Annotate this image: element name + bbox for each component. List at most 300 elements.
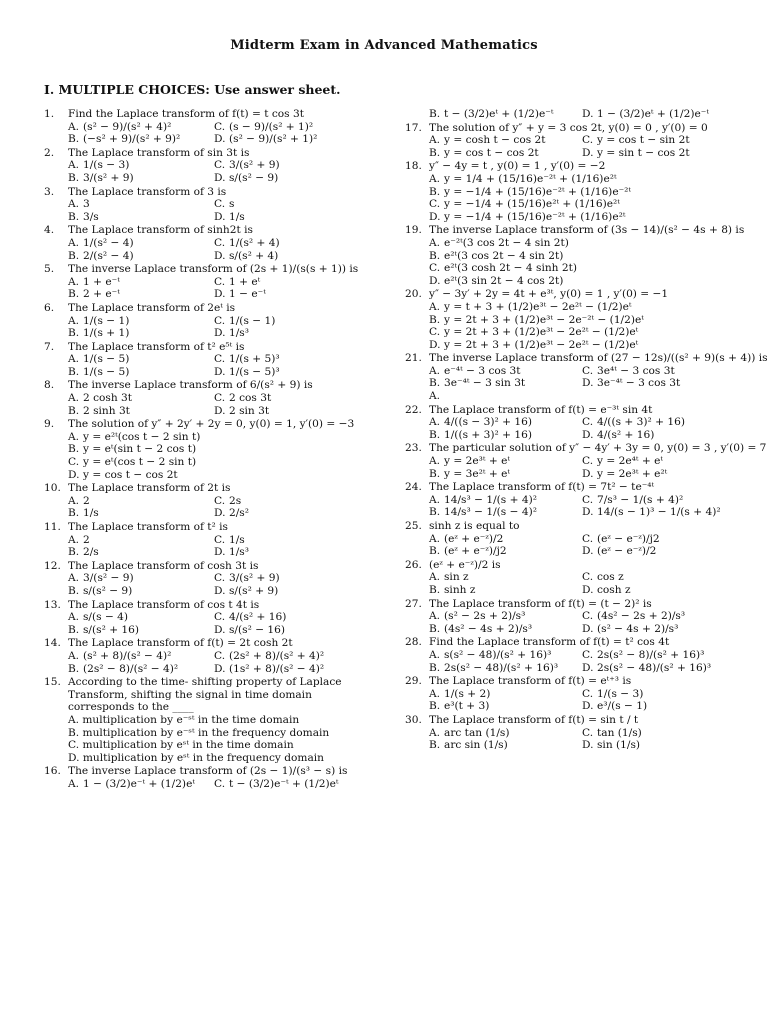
answer-option[interactable] [582,623,735,636]
option-text: e²ᵗ(3 cosh 2t − 4 sinh 2t) [444,262,577,275]
option-text: 2 cos 3t [229,392,272,405]
answer-options [44,534,360,559]
option-text: 1 + e⁻ᵗ [83,275,120,288]
answer-option[interactable] [429,610,582,623]
answer-option[interactable] [214,172,360,185]
question-stem: Find the Laplace transform of f(t) = t cos 3t [68,108,304,120]
option-letter: D. [214,584,226,597]
question [44,765,360,790]
answer-option[interactable] [68,211,214,224]
option-letter: B. [429,313,441,326]
option-letter: A. [68,777,80,790]
answer-option[interactable] [68,507,214,520]
answer-option[interactable] [582,377,735,390]
answer-option[interactable] [429,250,735,263]
answer-option[interactable] [429,468,582,481]
answer-option[interactable] [214,650,360,663]
option-text: y = 2e⁴ᵗ + eᵗ [597,455,663,468]
option-text: s/(s − 4) [83,611,129,624]
option-text: 2 sinh 3t [83,404,130,417]
answer-option[interactable] [429,301,735,314]
answer-option[interactable] [214,159,360,172]
answer-option[interactable] [429,739,582,752]
option-letter: D. [214,171,226,184]
answer-option[interactable] [582,700,735,713]
option-text: y = t + 3 + (1/2)e³ᵗ − 2e²ᵗ − (1/2)eᵗ [444,300,632,313]
option-letter: C. [429,262,441,275]
answer-option[interactable] [68,405,214,418]
answer-options [405,649,735,674]
answer-option[interactable] [214,353,360,366]
option-letter: A. [68,430,80,443]
option-letter: C. [214,198,226,211]
option-letter: B. [68,327,80,340]
option-text: 1/(s² − 4) [83,236,134,249]
option-text: sin z [444,571,469,584]
option-letter: C. [429,198,441,211]
answer-option[interactable] [68,392,214,405]
answer-option[interactable] [68,237,214,250]
option-letter: B. [68,623,80,636]
option-text: 3/(s² − 9) [83,572,134,585]
option-text: y = 1/4 + (15/16)e⁻²ᵗ + (1/16)e²ᵗ [444,172,617,185]
answer-options [405,533,735,558]
question-stem: The inverse Laplace transform of (3s − 14)/(s² − 4s + 8) is [429,224,745,237]
answer-option[interactable] [68,133,214,146]
answer-option[interactable] [582,108,735,121]
answer-option[interactable] [582,584,735,597]
answer-option[interactable] [582,662,735,675]
question-stem: (eᶻ + e⁻ᶻ)/2 is [429,558,501,571]
answer-option[interactable] [68,650,214,663]
answer-option[interactable] [429,108,582,121]
option-text: 1/(s − 5) [83,353,130,366]
answer-option[interactable] [68,159,214,172]
question-stem: The Laplace transform of 2t is [68,482,231,495]
answer-option[interactable] [68,198,214,211]
answer-option[interactable] [429,571,582,584]
answer-options [44,572,360,597]
answer-option[interactable] [429,533,582,546]
answer-options [405,610,735,635]
answer-option[interactable] [582,533,735,546]
answer-option[interactable] [68,727,360,740]
question-stem: Find the Laplace transform of f(t) = t² cos 4t [429,636,670,649]
answer-option[interactable] [68,366,214,379]
answer-option[interactable] [582,365,735,378]
option-text: (s² − 9)/(s² + 1)² [229,133,318,146]
option-text: y = 2e³ᵗ + e²ᵗ [597,467,668,480]
answer-option[interactable] [429,455,582,468]
question [44,676,360,764]
answer-options [44,276,360,301]
answer-option[interactable] [429,365,582,378]
option-letter: B. [68,507,80,520]
answer-option[interactable] [429,727,582,740]
answer-option[interactable] [68,534,214,547]
answer-option[interactable] [429,662,582,675]
answer-option[interactable] [429,429,582,442]
option-letter: A. [429,532,441,545]
question-stem: According to the time- shifting property of Laplace Transform, shifting the signal in time domain corresponds to the ____ [68,676,342,714]
right-column [405,108,768,753]
answer-option[interactable] [68,546,214,559]
answer-option[interactable] [214,585,360,598]
answer-options [44,121,360,146]
option-letter: C. [582,687,594,700]
option-text: 4/((s − 3)² + 16) [444,416,532,429]
answer-option[interactable] [68,739,360,752]
answer-option[interactable] [429,506,582,519]
option-text: cos z [597,571,624,584]
option-letter: D. [214,623,226,636]
option-letter: A. [68,120,80,133]
question [405,559,735,597]
answer-option[interactable] [68,431,360,444]
question-number: 29. [405,675,422,688]
answer-option[interactable] [429,237,735,250]
option-letter: B. [429,506,441,519]
answer-option[interactable] [214,663,360,676]
option-letter: C. [214,120,226,133]
answer-option[interactable] [68,172,214,185]
question-stem: The inverse Laplace transform of 6/(s² + 9) is [68,379,313,392]
answer-option[interactable] [429,494,582,507]
answer-option[interactable] [582,739,735,752]
option-letter: C. [214,236,226,249]
option-letter: B. [429,583,441,596]
answer-option[interactable] [582,455,735,468]
option-letter: D. [214,507,226,520]
question [44,379,360,417]
option-text: 4/(s² + 16) [229,611,287,624]
option-letter: D. [582,146,594,159]
option-text: 2 sin 3t [229,404,270,417]
answer-option[interactable] [214,611,360,624]
answer-option[interactable] [429,262,735,275]
option-text: e⁻⁴ᵗ − 3 cos 3t [444,364,521,377]
question [44,263,360,301]
answer-option[interactable] [582,545,735,558]
answer-options [405,571,735,596]
answer-options [44,650,360,675]
option-text: 1/(s − 3) [83,159,130,172]
option-letter: A. [429,300,441,313]
option-letter: C. [214,353,226,366]
option-text: cosh z [597,583,631,596]
option-text: y = −1/4 + (15/16)e⁻²ᵗ + (1/16)e⁻²ᵗ [444,185,632,198]
option-text: 3e⁴ᵗ − 3 cos 3t [597,364,675,377]
question-number: 10. [44,482,61,495]
option-text: 2 + e⁻ᵗ [83,288,120,301]
question [405,108,735,121]
answer-option[interactable] [214,778,360,791]
question [405,288,735,351]
answer-option[interactable] [429,326,735,339]
answer-option[interactable] [68,353,214,366]
option-text: 1/(s − 5) [83,365,130,378]
option-text: 1/s³ [229,546,249,559]
option-letter: B. [429,739,441,752]
question [405,598,735,636]
option-letter: A. [429,687,441,700]
answer-option[interactable] [68,456,360,469]
option-text: (2s² − 8)/(s² − 4)² [83,662,179,675]
option-letter: B. [429,622,441,635]
option-letter: C. [582,416,594,429]
answer-options [405,365,735,403]
option-letter: A. [68,353,80,366]
answer-option[interactable] [214,546,360,559]
option-letter: D. [429,210,441,223]
question [405,636,735,674]
option-text: 3/(s² + 9) [229,159,280,172]
option-letter: A. [429,726,441,739]
question-number: 23. [405,442,422,455]
option-letter: B. [68,404,80,417]
option-letter: C. [582,455,594,468]
option-text: 1/(s + 5)³ [229,353,280,366]
answer-option[interactable] [214,133,360,146]
answer-option[interactable] [582,134,735,147]
option-letter: D. [582,661,594,674]
answer-option[interactable] [214,495,360,508]
answer-option[interactable] [68,469,360,482]
option-text: A. multiplication by e⁻ˢᵗ in the time domain [68,713,300,726]
answer-options [405,416,735,441]
answer-option[interactable] [582,429,735,442]
option-text: 1/(s − 1) [229,314,276,327]
option-text: t − (3/2)eᵗ + (1/2)e⁻ᵗ [444,108,554,120]
option-letter: C. [582,726,594,739]
option-text: y = sin t − cos 2t [597,146,690,159]
question [405,675,735,713]
answer-option[interactable] [214,507,360,520]
option-letter: B. [429,700,441,713]
answer-option[interactable] [429,649,582,662]
question-number: 14. [44,637,61,650]
option-letter: B. [68,584,80,597]
answer-option[interactable] [582,649,735,662]
answer-option[interactable] [429,377,582,390]
answer-option[interactable] [68,752,360,765]
answer-option[interactable] [214,366,360,379]
question-stem: sinh z is equal to [429,520,520,532]
answer-option[interactable] [582,727,735,740]
option-letter: A. [429,134,441,147]
answer-option[interactable] [429,134,582,147]
answer-option[interactable] [68,624,214,637]
option-text: (s² − 2s + 2)/s³ [444,610,526,623]
question-number: 12. [44,559,61,572]
question [44,341,360,379]
answer-option[interactable] [68,495,214,508]
question-stem: The solution of y″ + 2y′ + 2y = 0, y(0) = 1, y′(0) = −3 [68,418,355,431]
answer-option[interactable] [429,314,735,327]
answer-option[interactable] [582,147,735,160]
answer-option[interactable] [429,700,582,713]
question-number: 28. [405,636,422,649]
answer-option[interactable] [214,405,360,418]
answer-option[interactable] [429,198,735,211]
answer-option[interactable] [214,392,360,405]
answer-option[interactable] [429,275,735,288]
option-text: D. multiplication by eˢᵗ in the frequency domain [68,751,324,764]
answer-option[interactable] [429,416,582,429]
answer-option[interactable] [214,276,360,289]
option-text: C. multiplication by eˢᵗ in the time domain [68,739,294,752]
answer-option[interactable] [582,688,735,701]
answer-option[interactable] [429,688,582,701]
answer-option[interactable] [68,714,360,727]
question-stem: The particular solution of y″ − 4y′ + 3y = 0, y(0) = 3 , y′(0) = 7 [429,442,767,455]
question-number: 21. [405,352,422,365]
answer-option[interactable] [214,250,360,263]
option-letter: A. [68,198,80,211]
option-text: e³(t + 3) [444,700,490,713]
option-letter: C. [582,493,594,506]
answer-option[interactable] [429,211,735,224]
answer-options [405,173,735,223]
option-text: 14/(s − 1)³ − 1/(s + 4)² [597,506,721,519]
option-letter: A. [68,314,80,327]
answer-option[interactable] [68,121,214,134]
option-letter: A. [68,159,80,172]
option-text: y = 2t + 3 + (1/2)e³ᵗ − 2e⁻²ᵗ − (1/2)eᵗ [444,313,644,326]
answer-option[interactable] [68,443,360,456]
option-text: 1/(s + 1) [83,327,130,340]
option-letter: C. [582,532,594,545]
answer-option[interactable] [429,339,735,352]
option-letter: D. [582,377,594,390]
question-number: 16. [44,765,61,778]
option-letter: B. [68,210,80,223]
option-text: 2/(s² − 4) [83,249,134,262]
answer-option[interactable] [68,585,214,598]
question-number: 7. [44,340,55,353]
answer-option[interactable] [214,624,360,637]
answer-option[interactable] [68,327,214,340]
answer-option[interactable] [214,237,360,250]
answer-option[interactable] [68,288,214,301]
option-text: 3/s [83,210,99,223]
question-number: 3. [44,185,55,198]
question-number: 6. [44,301,55,314]
answer-option[interactable] [214,288,360,301]
answer-option[interactable] [214,211,360,224]
question-number: 4. [44,224,55,237]
option-letter: D. [429,338,441,351]
option-letter: B. [429,185,441,198]
option-letter: C. [214,392,226,405]
option-letter: D. [214,210,226,223]
option-text: 4/((s + 3)² + 16) [597,416,685,429]
answer-option[interactable] [582,416,735,429]
answer-options [44,778,360,791]
answer-option[interactable] [214,572,360,585]
answer-option[interactable] [214,121,360,134]
option-text: 1/(s + 2) [444,687,491,700]
question [44,302,360,340]
option-letter: A. [429,571,441,584]
option-letter: C. [582,571,594,584]
option-letter: C. [214,275,226,288]
option-text: sin (1/s) [597,739,641,752]
option-text: 3/(s² + 9) [229,572,280,585]
answer-option[interactable] [68,611,214,624]
option-text: (eᶻ + e⁻ᶻ)/j2 [444,545,507,558]
question-stem: The inverse Laplace transform of (2s + 1)/(s(s + 1)) is [68,263,359,276]
option-letter: B. [68,365,80,378]
answer-option[interactable] [68,663,214,676]
answer-option[interactable] [214,198,360,211]
answer-option[interactable] [68,572,214,585]
option-letter: B. [68,546,80,559]
answer-option[interactable] [68,315,214,328]
question-number: 26. [405,558,422,571]
answer-option[interactable] [429,545,582,558]
option-letter: A. [429,610,441,623]
answer-option[interactable] [214,315,360,328]
option-text: e²ᵗ(3 cos 2t − 4 sin 2t) [444,249,564,262]
option-letter: C. [68,456,80,469]
option-text: s/(s² − 16) [229,623,286,636]
question-stem: The Laplace transform of f(t) = 7t² − te⁻⁴ᵗ [429,481,655,494]
answer-option[interactable] [429,173,735,186]
answer-option[interactable] [68,276,214,289]
answer-option[interactable] [429,186,735,199]
option-text: y = cos t − sin 2t [597,134,690,147]
option-letter: D. [214,327,226,340]
answer-option[interactable] [582,494,735,507]
question [405,520,735,558]
question-stem: y″ − 3y′ + 2y = 4t + e³ᵗ, y(0) = 1 , y′(0) = −1 [429,288,669,301]
question-number: 1. [44,108,55,120]
answer-option[interactable] [68,250,214,263]
option-text: 1 + eᵗ [229,275,261,288]
option-text: sinh z [444,583,476,596]
option-text: arc tan (1/s) [444,726,510,739]
answer-options [44,495,360,520]
option-letter: C. [214,314,226,327]
question-stem: The Laplace transform of cos t 4t is [68,598,260,611]
answer-option[interactable] [68,778,214,791]
answer-option[interactable] [582,468,735,481]
answer-option[interactable] [214,534,360,547]
option-text: 2 [83,494,90,507]
option-text: 1/s [229,533,245,546]
answer-option[interactable] [582,610,735,623]
answer-options [405,494,735,519]
option-text: 1 − (3/2)eᵗ + (1/2)e⁻ᵗ [597,108,709,120]
option-text: s/(s² + 4) [229,249,279,262]
option-letter: A. [429,364,441,377]
question [44,224,360,262]
answer-option[interactable] [429,584,582,597]
answer-option[interactable] [429,147,582,160]
question-stem: The Laplace transform of 3 is [68,185,227,198]
option-text: e³/(s − 1) [597,700,648,713]
answer-option[interactable] [429,623,582,636]
question [44,637,360,675]
answer-option[interactable] [582,506,735,519]
answer-options [405,301,735,351]
option-text: 1/((s + 3)² + 16) [444,428,532,441]
option-text: 3/(s² + 9) [83,171,134,184]
option-letter: A. [429,236,441,249]
answer-option[interactable] [214,327,360,340]
answer-option[interactable] [582,571,735,584]
